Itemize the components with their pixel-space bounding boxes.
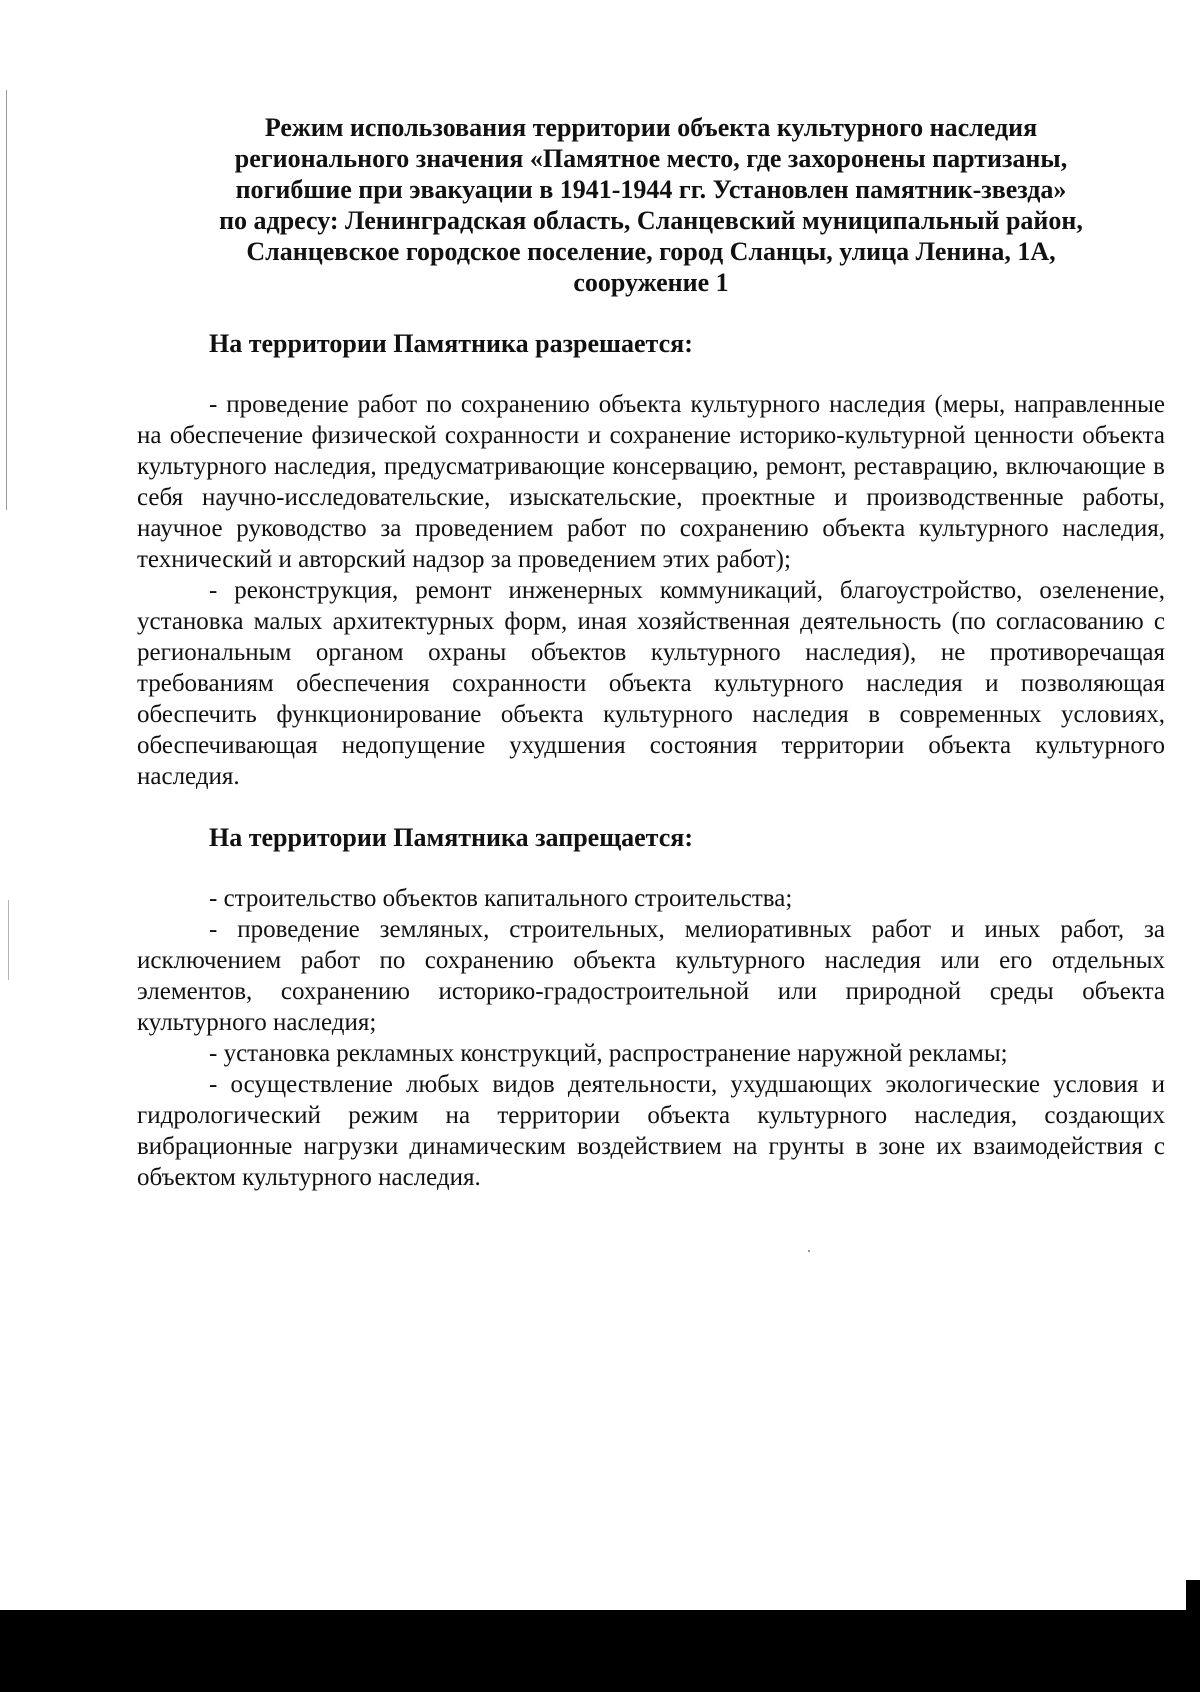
prohibited-item: - проведение земляных, строительных, мелиоративных работ и иных работ, за исключением работ по сохранению объекта культурного наследия или его отдельных элементов, сохранению историко-градостроительной или природной среды объекта культурного наследия; — [137, 916, 1165, 1036]
scan-border — [0, 1610, 1200, 1692]
prohibited-item: - строительство объектов капитального строительства; — [209, 885, 793, 912]
allowed-heading: На территории Памятника разрешается: — [209, 329, 693, 358]
allowed-item: - реконструкция, ремонт инженерных коммуникаций, благоустройство, озеленение, установка малых архитектурных форм, иная хозяйственная деятельность (по согласованию с региональным органом охраны объектов культурного наследия), не противоречащая требованиям обеспечения сохранности объекта культурного наследия и позволяющая обеспечить функционирование объекта культурного наследия в современных условиях, обеспечивающая недопущение ухудшения состояния территории объекта культурного наследия. — [137, 577, 1165, 790]
title-line: Сланцевское городское поселение, город Сланцы, улица Ленина, 1А, — [246, 237, 1056, 266]
prohibited-heading: На территории Памятника запрещается: — [209, 823, 694, 852]
scan-speck — [808, 1250, 810, 1252]
scan-border — [1186, 1580, 1200, 1610]
prohibited-item: - установка рекламных конструкций, распространение наружной рекламы; — [209, 1040, 1008, 1067]
document-body — [137, 112, 1165, 1193]
title-line: сооружение 1 — [573, 268, 729, 297]
title-line: по адресу: Ленинградская область, Сланцевский муниципальный район, — [219, 206, 1083, 235]
title-line: регионального значения «Памятное место, где захоронены партизаны, — [234, 144, 1068, 173]
scan-edge-line — [8, 900, 9, 980]
scan-edge-line — [6, 90, 7, 510]
title-line: погибшие при эвакуации в 1941-1944 гг. Установлен памятник-звезда» — [235, 175, 1067, 204]
prohibited-item: - осуществление любых видов деятельности, ухудшающих экологические условия и гидрологический режим на территории объекта культурного наследия, создающих вибрационные нагрузки динамическим воздействием на грунты в зоне их взаимодействия с объектом культурного наследия. — [137, 1071, 1165, 1191]
document-title — [137, 112, 1165, 298]
allowed-item: - проведение работ по сохранению объекта культурного наследия (меры, направленные на обеспечение физической сохранности и сохранение историко-культурной ценности объекта культурного наследия, предусматривающие консервацию, ремонт, реставрацию, включающие в себя научно-исследовательские, изыскательские, проектные и производственные работы, научное руководство за проведением работ по сохранению объекта культурного наследия, технический и авторский надзор за проведением этих работ); — [137, 391, 1165, 573]
title-line: Режим использования территории объекта культурного наследия — [264, 113, 1038, 142]
